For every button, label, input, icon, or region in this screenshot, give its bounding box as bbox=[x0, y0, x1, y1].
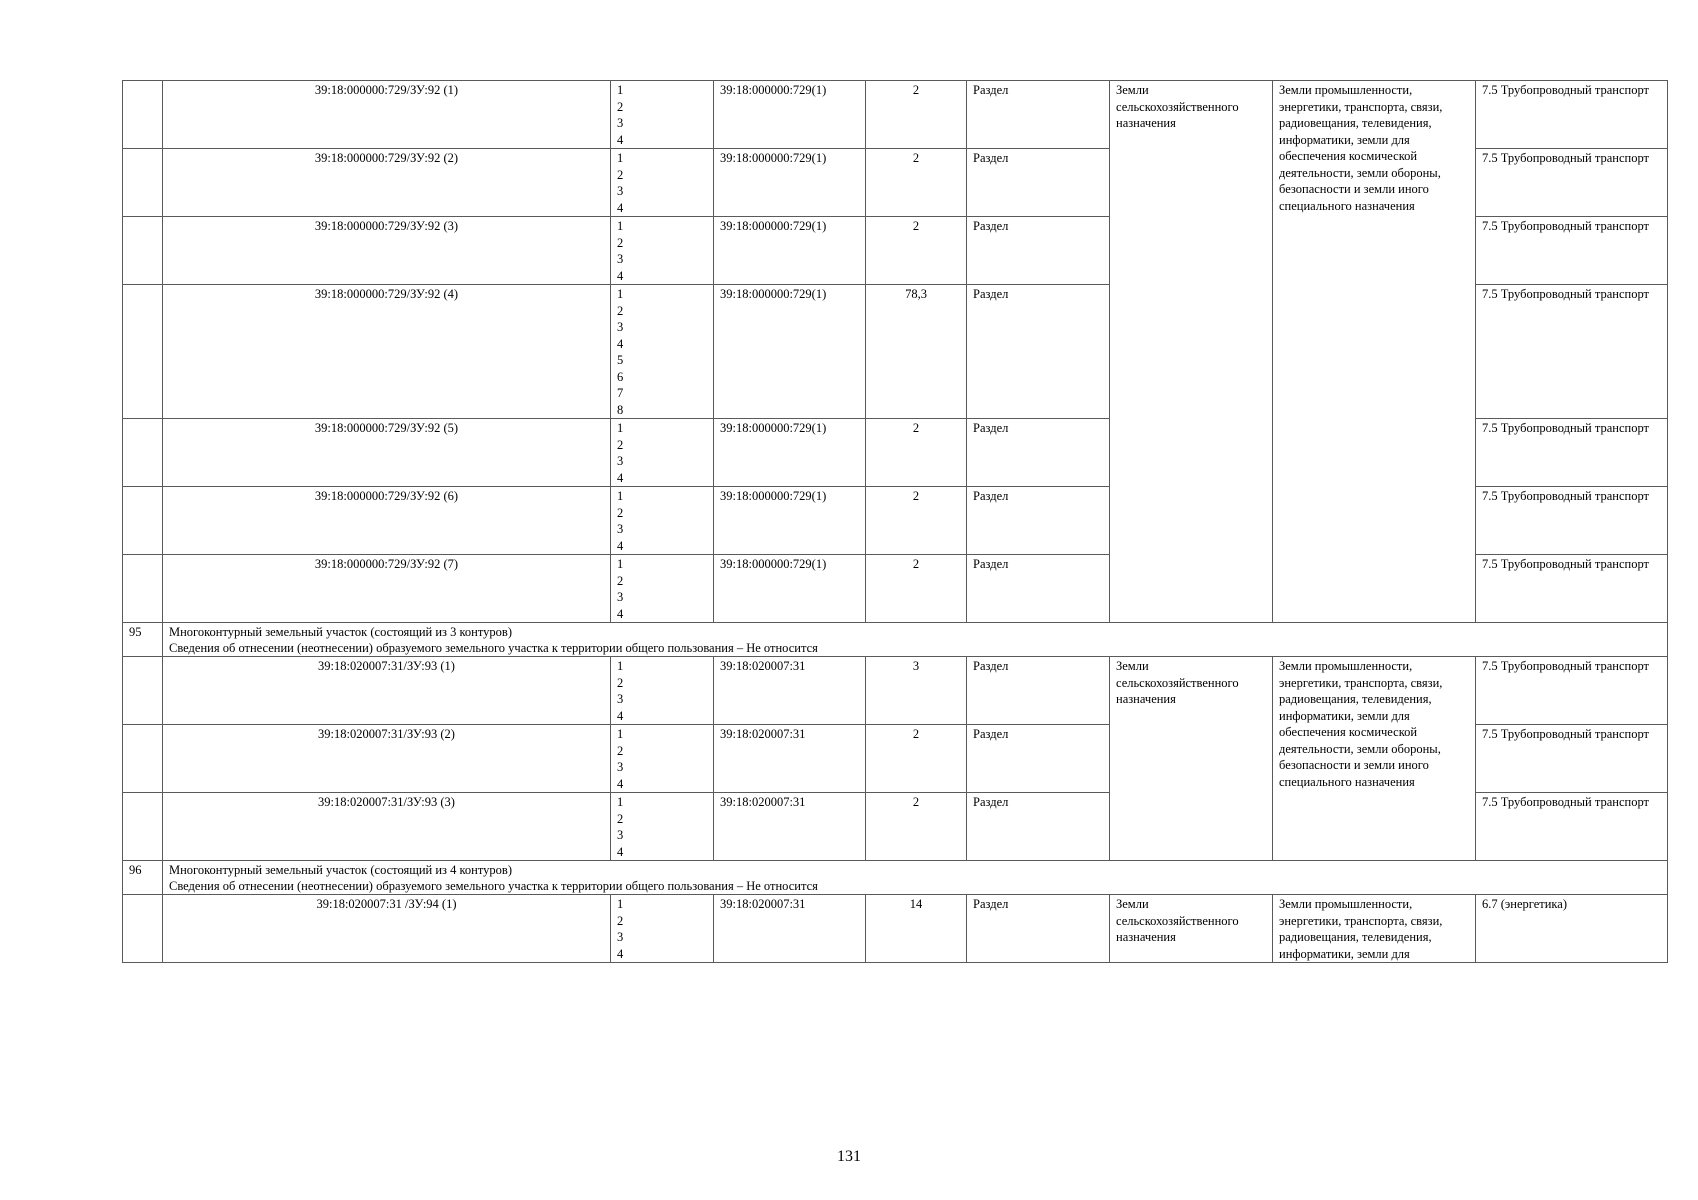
point-number: 2 bbox=[617, 913, 624, 928]
target-category-cell: Земли промышленности, энергетики, транспорта, связи, радиовещания, телевидения, информатики, земли для обеспечения космической деятельности, земли обороны, безопасности и земли иного специального назначения bbox=[1273, 81, 1476, 623]
plot-id-cell: 39:18:020007:31 /ЗУ:94 (1) bbox=[163, 895, 611, 963]
formation-method-cell: Раздел bbox=[967, 793, 1110, 861]
group-description bbox=[163, 623, 1668, 657]
formation-method-cell: Раздел bbox=[967, 657, 1110, 725]
point-number: 2 bbox=[617, 99, 624, 114]
table-body bbox=[123, 81, 1668, 963]
point-number: 2 bbox=[617, 573, 624, 588]
plot-id-cell: 39:18:000000:729/ЗУ:92 (1) bbox=[163, 81, 611, 149]
plot-id-cell: 39:18:000000:729/ЗУ:92 (3) bbox=[163, 217, 611, 285]
source-plot-cell: 39:18:000000:729(1) bbox=[714, 555, 866, 623]
row-number-cell bbox=[123, 895, 163, 963]
table-row bbox=[123, 657, 1668, 725]
boundary-points-cell bbox=[611, 895, 714, 963]
area-cell: 2 bbox=[866, 217, 967, 285]
page-number: 131 bbox=[837, 1148, 861, 1165]
point-number: 3 bbox=[617, 828, 624, 842]
point-number: 4 bbox=[617, 470, 624, 485]
source-plot-cell: 39:18:020007:31 bbox=[714, 895, 866, 963]
point-number: 4 bbox=[617, 606, 624, 621]
point-number: 4 bbox=[617, 132, 624, 147]
area-cell: 2 bbox=[866, 81, 967, 149]
point-number: 2 bbox=[617, 505, 624, 520]
point-number: 1 bbox=[617, 897, 624, 911]
boundary-points-cell bbox=[611, 487, 714, 555]
group-description bbox=[163, 861, 1668, 895]
group-number: 96 bbox=[123, 861, 163, 895]
source-plot-cell: 39:18:020007:31 bbox=[714, 725, 866, 793]
boundary-points-cell bbox=[611, 657, 714, 725]
point-number: 3 bbox=[617, 760, 624, 774]
boundary-points-cell bbox=[611, 419, 714, 487]
permitted-use-cell: 7.5 Трубопроводный транспорт bbox=[1476, 81, 1668, 149]
point-number: 4 bbox=[617, 776, 624, 791]
point-number: 4 bbox=[617, 538, 624, 553]
point-number: 2 bbox=[617, 437, 624, 452]
row-number-cell bbox=[123, 149, 163, 217]
point-number: 4 bbox=[617, 708, 624, 723]
target-category-cell: Земли промышленности, энергетики, транспорта, связи, радиовещания, телевидения, информатики, земли для обеспечения космической деятельности, земли обороны, безопасности и земли иного специального назначения bbox=[1273, 657, 1476, 861]
row-number-cell bbox=[123, 217, 163, 285]
source-plot-cell: 39:18:000000:729(1) bbox=[714, 81, 866, 149]
plot-id-cell: 39:18:000000:729/ЗУ:92 (5) bbox=[163, 419, 611, 487]
point-number: 1 bbox=[617, 795, 624, 809]
source-plot-cell: 39:18:020007:31 bbox=[714, 657, 866, 725]
plot-id-cell: 39:18:020007:31/ЗУ:93 (1) bbox=[163, 657, 611, 725]
point-number: 3 bbox=[617, 590, 624, 604]
point-number: 5 bbox=[617, 353, 624, 367]
point-number: 3 bbox=[617, 252, 624, 266]
target-category-cell: Земли промышленности, энергетики, транспорта, связи, радиовещания, телевидения, информатики, земли для bbox=[1273, 895, 1476, 963]
point-number: 4 bbox=[617, 268, 624, 283]
row-number-cell bbox=[123, 725, 163, 793]
source-plot-cell: 39:18:000000:729(1) bbox=[714, 419, 866, 487]
plot-id-cell: 39:18:020007:31/ЗУ:93 (2) bbox=[163, 725, 611, 793]
formation-method-cell: Раздел bbox=[967, 149, 1110, 217]
group-description-line: Сведения об отнесении (неотнесении) образуемого земельного участка к территории общего пользования – Не относится bbox=[169, 879, 818, 893]
point-number: 1 bbox=[617, 219, 624, 233]
row-number-cell bbox=[123, 419, 163, 487]
group-description-line: Многоконтурный земельный участок (состоящий из 4 контуров) bbox=[169, 863, 512, 877]
point-number: 1 bbox=[617, 727, 624, 741]
point-number: 1 bbox=[617, 421, 624, 435]
permitted-use-cell: 7.5 Трубопроводный транспорт bbox=[1476, 555, 1668, 623]
permitted-use-cell: 6.7 (энергетика) bbox=[1476, 895, 1668, 963]
point-number: 3 bbox=[617, 692, 624, 706]
point-number: 3 bbox=[617, 522, 624, 536]
row-number-cell bbox=[123, 285, 163, 419]
point-number: 1 bbox=[617, 489, 624, 503]
area-cell: 2 bbox=[866, 419, 967, 487]
point-number: 3 bbox=[617, 454, 624, 468]
point-number: 6 bbox=[617, 369, 624, 384]
permitted-use-cell: 7.5 Трубопроводный транспорт bbox=[1476, 657, 1668, 725]
point-number: 1 bbox=[617, 151, 624, 165]
point-number: 4 bbox=[617, 946, 624, 961]
point-number: 4 bbox=[617, 844, 624, 859]
plot-id-cell: 39:18:000000:729/ЗУ:92 (4) bbox=[163, 285, 611, 419]
group-description-line: Многоконтурный земельный участок (состоящий из 3 контуров) bbox=[169, 625, 512, 639]
point-number: 1 bbox=[617, 287, 624, 301]
permitted-use-cell: 7.5 Трубопроводный транспорт bbox=[1476, 419, 1668, 487]
group-description-line: Сведения об отнесении (неотнесении) образуемого земельного участка к территории общего пользования – Не относится bbox=[169, 641, 818, 655]
land-category-cell: Земли сельскохозяйственного назначения bbox=[1110, 895, 1273, 963]
area-cell: 78,3 bbox=[866, 285, 967, 419]
row-number-cell bbox=[123, 81, 163, 149]
boundary-points-cell bbox=[611, 149, 714, 217]
point-number: 8 bbox=[617, 402, 624, 417]
area-cell: 2 bbox=[866, 487, 967, 555]
formation-method-cell: Раздел bbox=[967, 419, 1110, 487]
boundary-points-cell bbox=[611, 81, 714, 149]
row-number-cell bbox=[123, 487, 163, 555]
table-row bbox=[123, 895, 1668, 963]
source-plot-cell: 39:18:020007:31 bbox=[714, 793, 866, 861]
land-plots-table bbox=[122, 80, 1668, 963]
boundary-points-cell bbox=[611, 555, 714, 623]
point-number: 4 bbox=[617, 336, 624, 351]
permitted-use-cell: 7.5 Трубопроводный транспорт bbox=[1476, 793, 1668, 861]
permitted-use-cell: 7.5 Трубопроводный транспорт bbox=[1476, 149, 1668, 217]
source-plot-cell: 39:18:000000:729(1) bbox=[714, 285, 866, 419]
point-number: 4 bbox=[617, 200, 624, 215]
plot-id-cell: 39:18:000000:729/ЗУ:92 (6) bbox=[163, 487, 611, 555]
land-category-cell: Земли сельскохозяйственного назначения bbox=[1110, 657, 1273, 861]
source-plot-cell: 39:18:000000:729(1) bbox=[714, 217, 866, 285]
boundary-points-cell bbox=[611, 793, 714, 861]
table-row bbox=[123, 81, 1668, 149]
point-number: 2 bbox=[617, 743, 624, 758]
point-number: 2 bbox=[617, 811, 624, 826]
point-number: 2 bbox=[617, 167, 624, 182]
point-number: 7 bbox=[617, 386, 624, 400]
source-plot-cell: 39:18:000000:729(1) bbox=[714, 149, 866, 217]
source-plot-cell: 39:18:000000:729(1) bbox=[714, 487, 866, 555]
area-cell: 3 bbox=[866, 657, 967, 725]
group-header-row bbox=[123, 861, 1668, 895]
point-number: 3 bbox=[617, 930, 624, 944]
boundary-points-cell bbox=[611, 285, 714, 419]
formation-method-cell: Раздел bbox=[967, 285, 1110, 419]
formation-method-cell: Раздел bbox=[967, 555, 1110, 623]
area-cell: 2 bbox=[866, 555, 967, 623]
formation-method-cell: Раздел bbox=[967, 895, 1110, 963]
point-number: 2 bbox=[617, 303, 624, 318]
row-number-cell bbox=[123, 657, 163, 725]
formation-method-cell: Раздел bbox=[967, 217, 1110, 285]
boundary-points-cell bbox=[611, 725, 714, 793]
row-number-cell bbox=[123, 555, 163, 623]
point-number: 1 bbox=[617, 557, 624, 571]
area-cell: 2 bbox=[866, 149, 967, 217]
permitted-use-cell: 7.5 Трубопроводный транспорт bbox=[1476, 285, 1668, 419]
group-number: 95 bbox=[123, 623, 163, 657]
area-cell: 2 bbox=[866, 793, 967, 861]
permitted-use-cell: 7.5 Трубопроводный транспорт bbox=[1476, 725, 1668, 793]
point-number: 2 bbox=[617, 675, 624, 690]
point-number: 3 bbox=[617, 320, 624, 334]
plot-id-cell: 39:18:000000:729/ЗУ:92 (7) bbox=[163, 555, 611, 623]
point-number: 3 bbox=[617, 184, 624, 198]
point-number: 1 bbox=[617, 83, 624, 97]
formation-method-cell: Раздел bbox=[967, 725, 1110, 793]
boundary-points-cell bbox=[611, 217, 714, 285]
point-number: 2 bbox=[617, 235, 624, 250]
row-number-cell bbox=[123, 793, 163, 861]
permitted-use-cell: 7.5 Трубопроводный транспорт bbox=[1476, 217, 1668, 285]
land-category-cell: Земли сельскохозяйственного назначения bbox=[1110, 81, 1273, 623]
plot-id-cell: 39:18:000000:729/ЗУ:92 (2) bbox=[163, 149, 611, 217]
permitted-use-cell: 7.5 Трубопроводный транспорт bbox=[1476, 487, 1668, 555]
area-cell: 2 bbox=[866, 725, 967, 793]
formation-method-cell: Раздел bbox=[967, 487, 1110, 555]
point-number: 1 bbox=[617, 659, 624, 673]
formation-method-cell: Раздел bbox=[967, 81, 1110, 149]
group-header-row bbox=[123, 623, 1668, 657]
area-cell: 14 bbox=[866, 895, 967, 963]
point-number: 3 bbox=[617, 116, 624, 130]
plot-id-cell: 39:18:020007:31/ЗУ:93 (3) bbox=[163, 793, 611, 861]
